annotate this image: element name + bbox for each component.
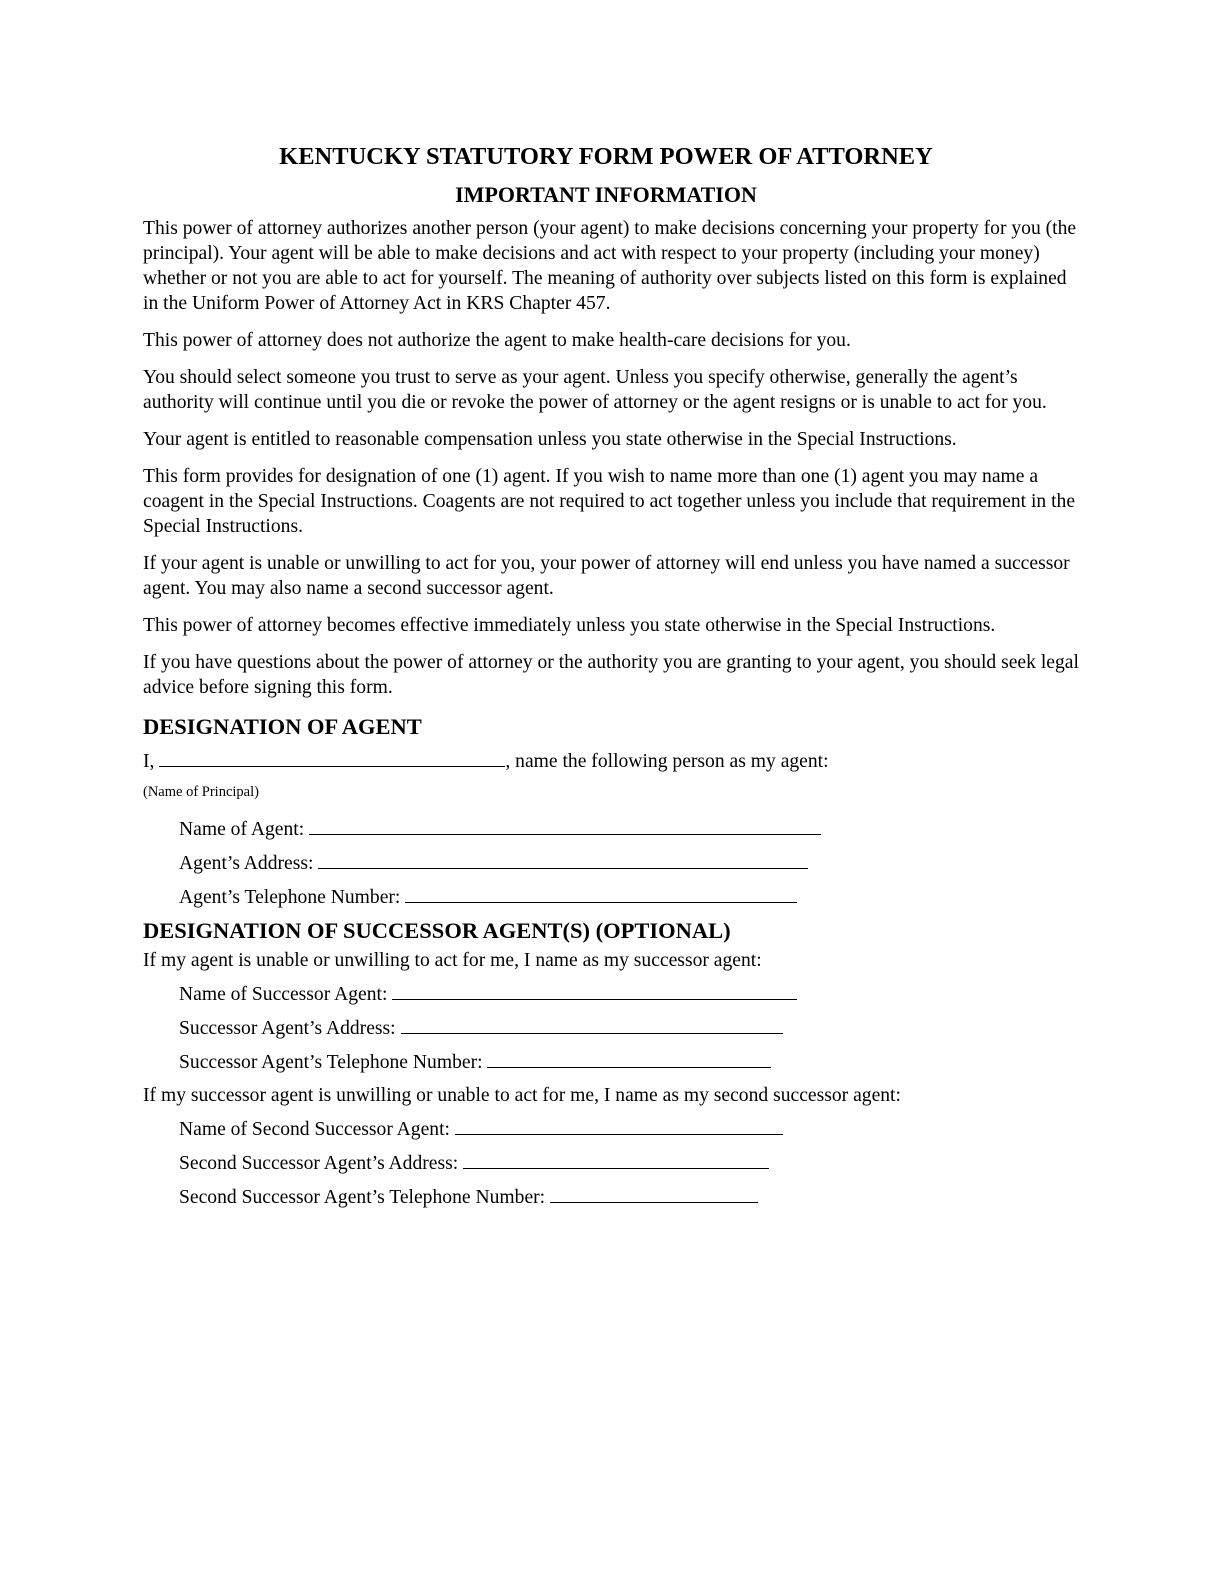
successor-name-row [143,981,1083,1007]
successor-telephone-blank[interactable] [487,1049,771,1068]
info-paragraph: This power of attorney does not authorize the agent to make health-care decisions for you. [143,330,851,351]
field-label: Second Successor Agent’s Address: [179,1153,459,1174]
info-paragraph: If you have questions about the power of attorney or the authority you are granting to your agent, you should seek legal advice before signing this form. [143,652,1079,698]
field-label: Name of Successor Agent: [179,984,388,1005]
agent-name-blank[interactable] [309,816,821,835]
successor-telephone-row [143,1049,1083,1075]
document-page [143,140,1083,1210]
agent-address-row [143,850,1083,876]
second-successor-name-row [143,1116,1083,1142]
successor-address-row [143,1015,1083,1041]
principal-suffix: , name the following person as my agent: [505,751,829,772]
document-title: KENTUCKY STATUTORY FORM POWER OF ATTORNEY [279,143,933,170]
field-label: Successor Agent’s Address: [179,1018,396,1039]
principal-caption: (Name of Principal) [143,784,259,800]
second-successor-address-row [143,1150,1083,1176]
principal-name-blank[interactable] [159,748,505,767]
agent-name-row [143,816,1083,842]
info-paragraph: This power of attorney authorizes another person (your agent) to make decisions concerning your property for you (the principal). Your agent will be able to make decisions and act with respect to your property (including your money) whether or not you are able to act for yourself. The meaning of authority over subjects listed on this form is explained in the Uniform Power of Attorney Act in KRS Chapter 457. [143,218,1077,314]
field-label: Name of Agent: [179,819,305,840]
field-label: Agent’s Telephone Number: [179,887,401,908]
field-label: Agent’s Address: [179,853,314,874]
field-label: Name of Second Successor Agent: [179,1119,450,1140]
agent-address-blank[interactable] [318,850,808,869]
info-paragraph: If your agent is unable or unwilling to act for you, your power of attorney will end unless you have named a successor agent. You may also name a second successor agent. [143,553,1070,599]
info-paragraph: This form provides for designation of one (1) agent. If you wish to name more than one (1) agent you may name a coagent in the Special Instructions. Coagents are not required to act together unless you include that requirement in the Special Instructions. [143,466,1076,537]
info-paragraph: You should select someone you trust to serve as your agent. Unless you specify otherwise, generally the agent’s authority will continue until you die or revoke the power of attorney or the agent resigns or is unable to act for you. [143,367,1047,413]
successor-section-heading: DESIGNATION OF SUCCESSOR AGENT(S) (OPTIONAL) [143,918,731,943]
principal-line [143,748,1083,774]
info-paragraph: Your agent is entitled to reasonable compensation unless you state otherwise in the Special Instructions. [143,429,957,450]
agent-section-heading: DESIGNATION OF AGENT [143,714,422,739]
successor-name-blank[interactable] [392,981,797,1000]
second-successor-telephone-blank[interactable] [550,1184,758,1203]
successor-intro: If my agent is unable or unwilling to act for me, I name as my successor agent: [143,950,762,971]
agent-telephone-row [143,884,1083,910]
second-successor-telephone-row [143,1184,1083,1210]
document-subtitle: IMPORTANT INFORMATION [455,182,757,207]
agent-telephone-blank[interactable] [405,884,797,903]
second-successor-name-blank[interactable] [455,1116,783,1135]
principal-prefix: I, [143,751,155,772]
info-paragraph: This power of attorney becomes effective immediately unless you state otherwise in the Special Instructions. [143,615,996,636]
successor-address-blank[interactable] [401,1015,783,1034]
field-label: Second Successor Agent’s Telephone Number: [179,1187,546,1208]
field-label: Successor Agent’s Telephone Number: [179,1052,483,1073]
second-successor-intro: If my successor agent is unwilling or unable to act for me, I name as my second successor agent: [143,1085,901,1106]
second-successor-address-blank[interactable] [463,1150,769,1169]
